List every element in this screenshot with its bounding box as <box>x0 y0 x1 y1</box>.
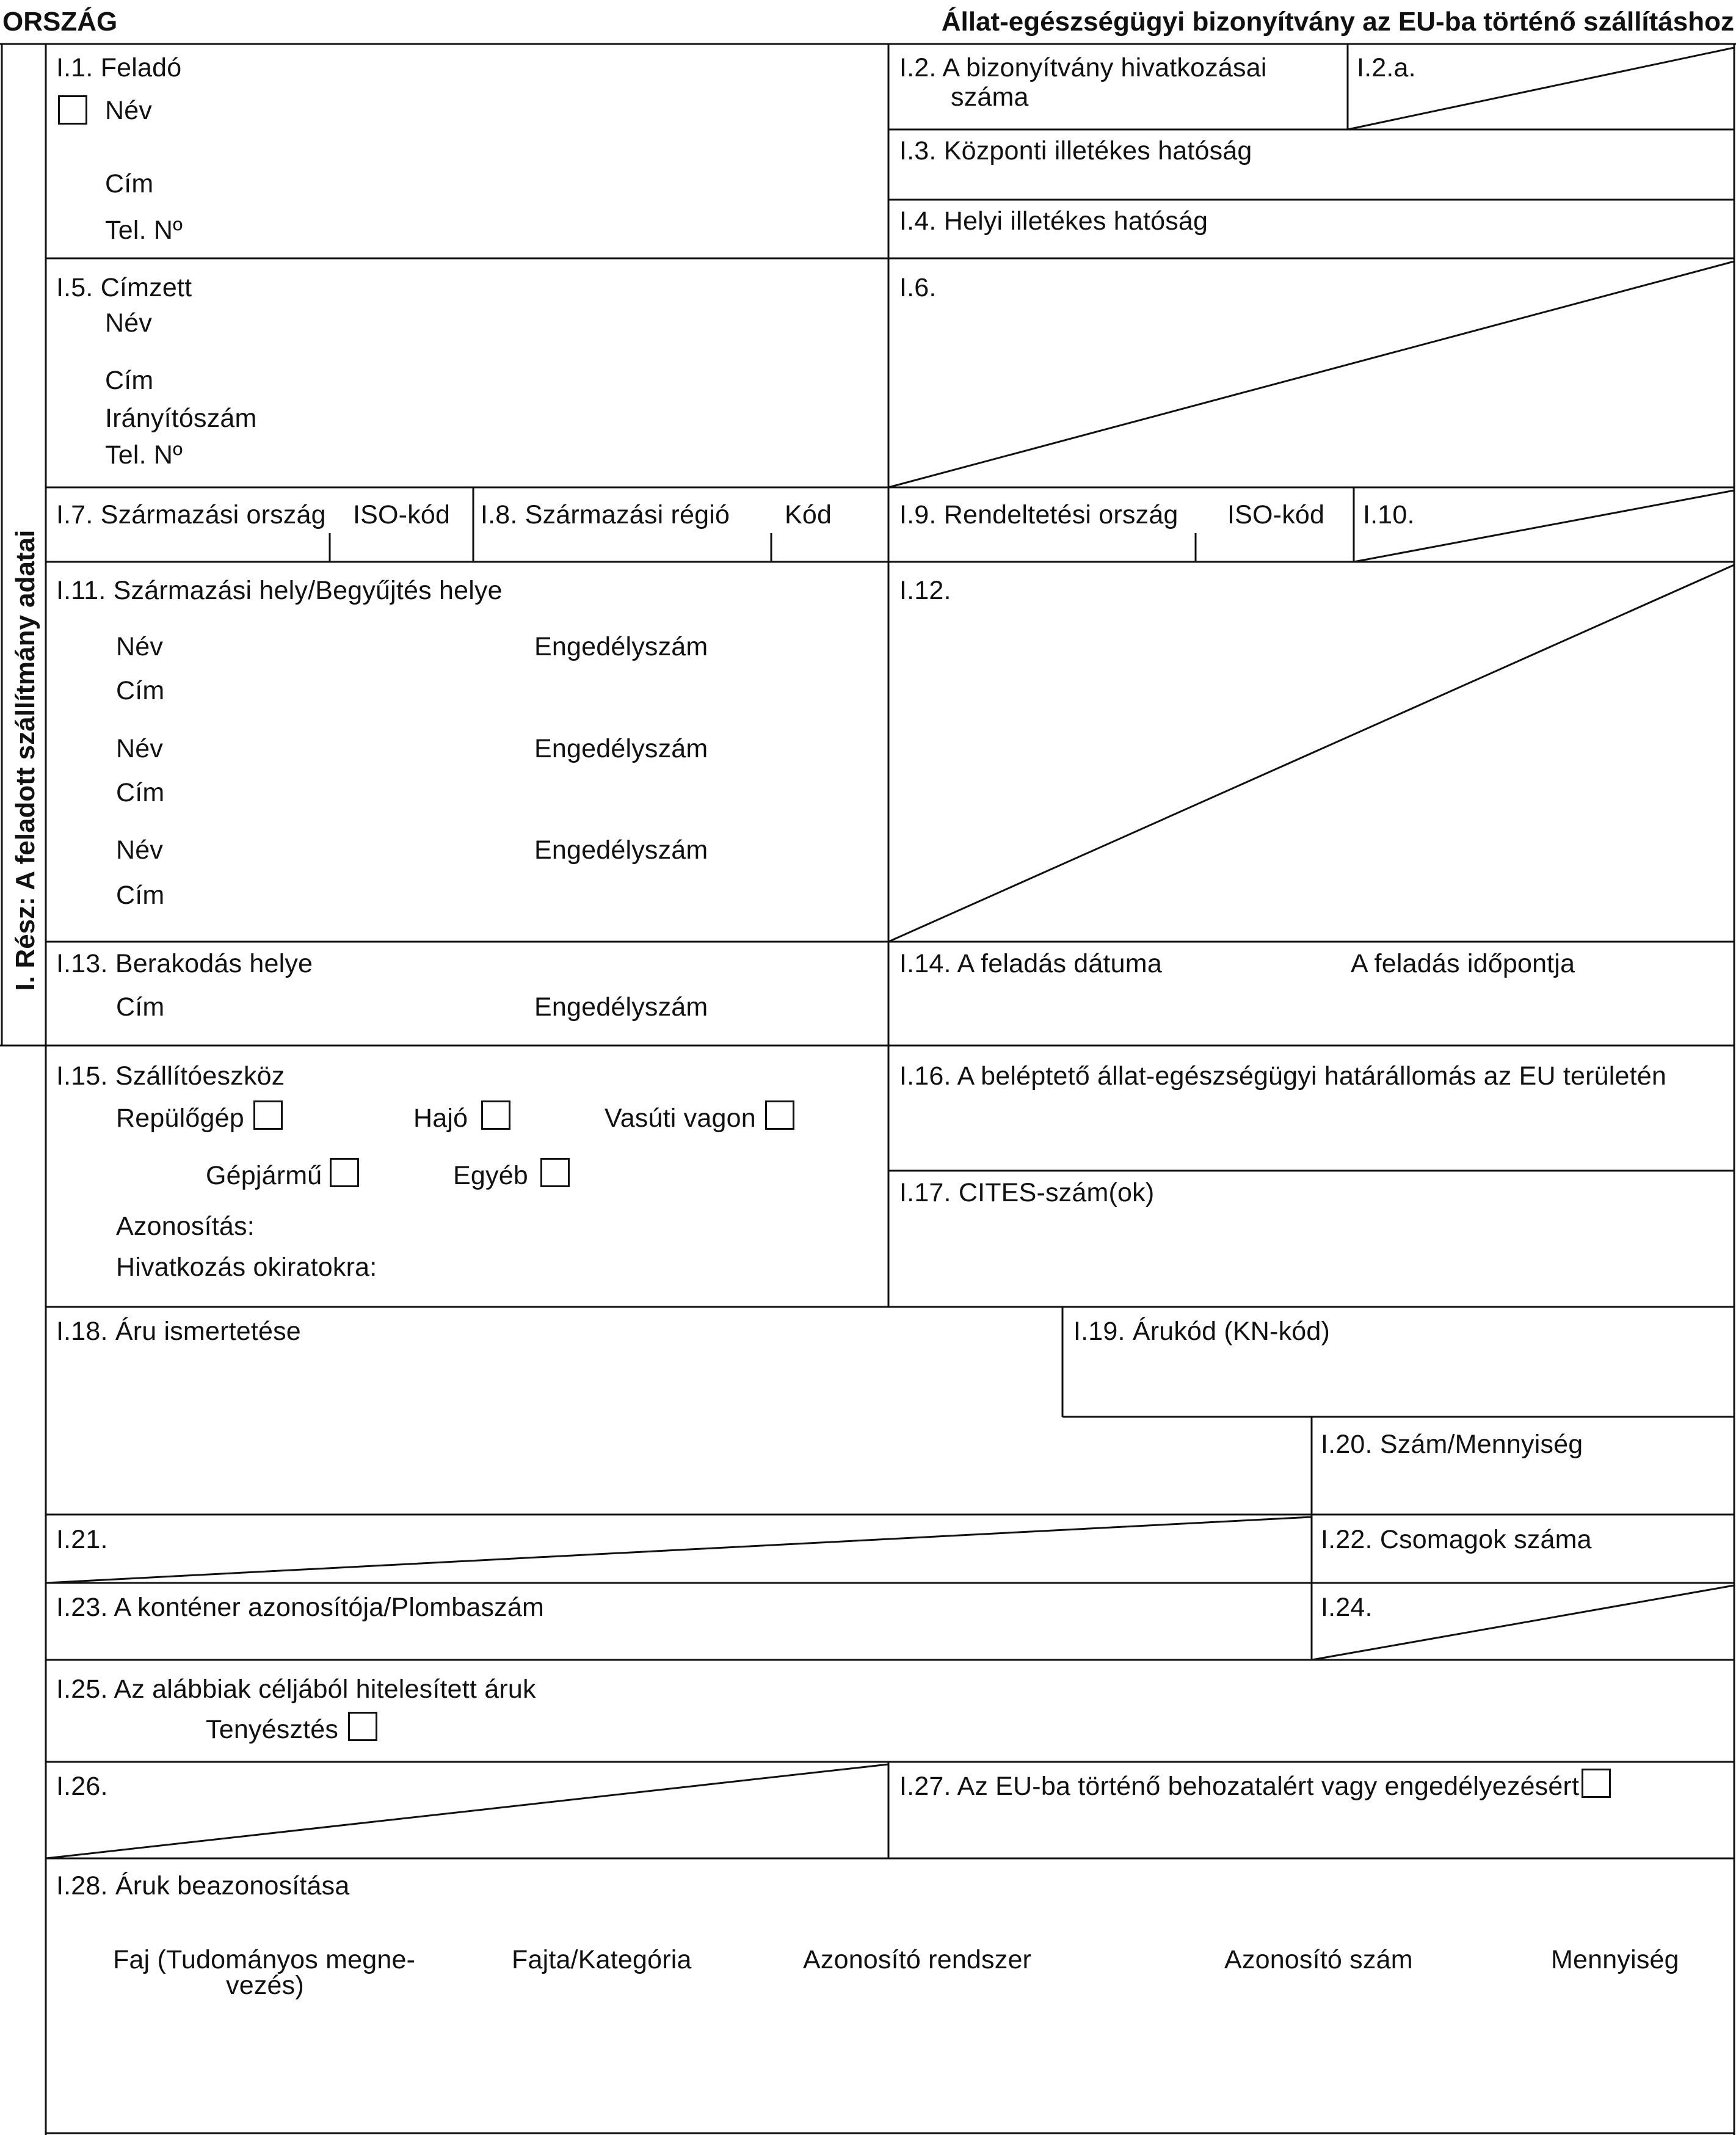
box-24-title: I.24. <box>1321 1593 1373 1622</box>
box-19-title: I.19. Árukód (KN-kód) <box>1073 1317 1331 1346</box>
box-13-title: I.13. Berakodás helye <box>56 949 313 978</box>
box-16-title: I.16. A beléptető állat-egészségügyi határállomás az EU területén <box>899 1061 1666 1091</box>
id-system-column-header: Azonosító rendszer <box>803 1945 1032 1974</box>
box-2-title-cont: száma <box>951 82 1029 112</box>
box-8-title: I.8. Származási régió <box>481 500 730 529</box>
box-2-title: I.2. A bizonyítvány hivatkozásai <box>899 53 1267 82</box>
consignor-address-label: Cím <box>105 169 154 198</box>
box-4-title: I.4. Helyi illetékes hatóság <box>899 206 1208 236</box>
species-column-header: Faj (Tudományos megne- <box>113 1945 416 1974</box>
box-21-title: I.21. <box>56 1525 108 1554</box>
side-label: I. Rész: A feladott szállítmány adatai <box>10 529 40 991</box>
origin-address-label: Cím <box>116 676 165 705</box>
consignor-checkbox[interactable] <box>58 95 87 125</box>
identification-label: Azonosítás: <box>116 1212 255 1241</box>
ship-label: Hajó <box>413 1104 468 1133</box>
country-header: ORSZÁG <box>2 7 118 37</box>
box-9-title: I.9. Rendeltetési ország <box>899 500 1179 529</box>
origin-name-label: Név <box>116 734 164 763</box>
box-7-title: I.7. Származási ország <box>56 500 326 529</box>
box-12-title: I.12. <box>899 576 951 605</box>
box-7-iso-label: ISO-kód <box>353 500 451 529</box>
loading-address-label: Cím <box>116 992 165 1022</box>
box-17-title: I.17. CITES-szám(ok) <box>899 1178 1155 1207</box>
rail-label: Vasúti vagon <box>605 1104 756 1133</box>
origin-name-label: Név <box>116 835 164 865</box>
departure-time-label: A feladás időpontja <box>1351 949 1575 978</box>
import-checkbox[interactable] <box>1582 1769 1611 1798</box>
consignee-name-label: Név <box>105 308 153 338</box>
consignor-name-label: Név <box>105 96 153 125</box>
consignee-postcode-label: Irányítószám <box>105 404 257 433</box>
road-checkbox[interactable] <box>330 1158 359 1187</box>
consignee-address-label: Cím <box>105 366 154 395</box>
box-3-title: I.3. Központi illetékes hatóság <box>899 136 1252 165</box>
other-transport-label: Egyéb <box>453 1161 528 1190</box>
box-25-title: I.25. Az alábbiak céljából hitelesített áruk <box>56 1675 536 1704</box>
plane-checkbox[interactable] <box>253 1100 283 1130</box>
box-26-title: I.26. <box>56 1772 108 1801</box>
breeding-label: Tenyésztés <box>206 1715 339 1744</box>
box-1-title: I.1. Feladó <box>56 53 182 82</box>
box-11-title: I.11. Származási hely/Begyűjtés helye <box>56 576 503 605</box>
origin-name-label: Név <box>116 632 164 661</box>
species-column-header-cont: vezés) <box>226 1971 304 2000</box>
box-23-title: I.23. A konténer azonosítója/Plombaszám <box>56 1593 544 1622</box>
box-8-code-label: Kód <box>785 500 832 529</box>
box-28-title: I.28. Áruk beazonosítása <box>56 1871 350 1900</box>
box-20-title: I.20. Szám/Mennyiség <box>1321 1430 1583 1459</box>
origin-address-label: Cím <box>116 881 165 910</box>
origin-approval-label: Engedélyszám <box>534 632 708 661</box>
box-14-title: I.14. A feladás dátuma <box>899 949 1162 978</box>
id-number-column-header: Azonosító szám <box>1224 1945 1413 1974</box>
box-18-title: I.18. Áru ismertetése <box>56 1317 301 1346</box>
document-reference-label: Hivatkozás okiratokra: <box>116 1253 377 1282</box>
road-label: Gépjármű <box>206 1161 322 1190</box>
breed-column-header: Fajta/Kategória <box>512 1945 692 1974</box>
box-22-title: I.22. Csomagok száma <box>1321 1525 1592 1554</box>
other-transport-checkbox[interactable] <box>540 1158 570 1187</box>
box-9-iso-label: ISO-kód <box>1227 500 1325 529</box>
origin-approval-label: Engedélyszám <box>534 734 708 763</box>
origin-approval-label: Engedélyszám <box>534 835 708 865</box>
rail-checkbox[interactable] <box>765 1100 794 1130</box>
consignee-tel-label: Tel. Nº <box>105 440 183 470</box>
origin-address-label: Cím <box>116 778 165 807</box>
consignor-tel-label: Tel. Nº <box>105 216 183 245</box>
loading-approval-label: Engedélyszám <box>534 992 708 1022</box>
plane-label: Repülőgép <box>116 1104 244 1133</box>
box-27-title: I.27. Az EU-ba történő behozatalért vagy engedélyezésért <box>899 1772 1580 1801</box>
box-15-title: I.15. Szállítóeszköz <box>56 1061 285 1091</box>
box-2a-title: I.2.a. <box>1357 53 1416 82</box>
quantity-column-header: Mennyiség <box>1551 1945 1679 1974</box>
ship-checkbox[interactable] <box>481 1100 510 1130</box>
box-5-title: I.5. Címzett <box>56 273 192 302</box>
box-6-title: I.6. <box>899 273 937 302</box>
box-10-title: I.10. <box>1363 500 1415 529</box>
breeding-checkbox[interactable] <box>348 1712 377 1741</box>
certificate-title: Állat-egészségügyi bizonyítvány az EU-ba történő szállításhoz <box>941 7 1734 37</box>
